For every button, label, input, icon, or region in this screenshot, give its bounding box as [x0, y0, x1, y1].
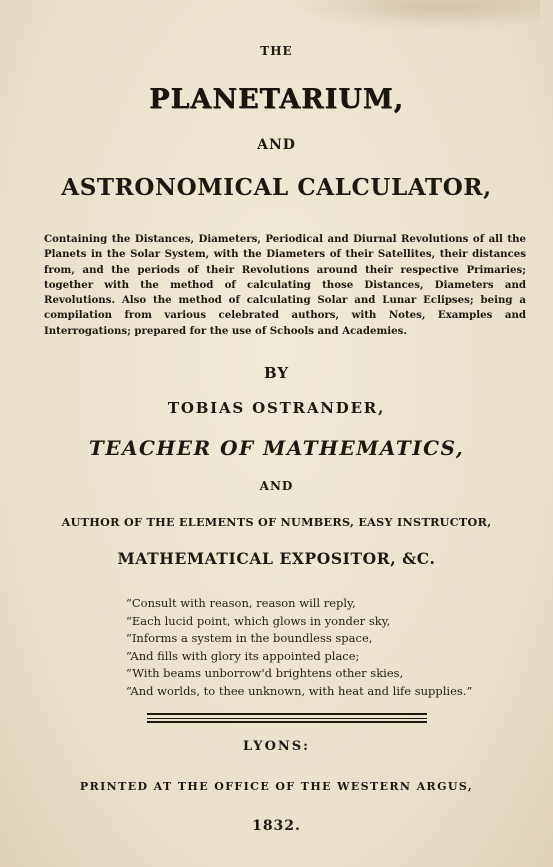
epigraph-line: “And fills with glory its appointed place; — [126, 648, 360, 663]
author-name: TOBIAS OSTRANDER, — [167, 399, 386, 417]
author-other-works: AUTHOR OF THE ELEMENTS OF NUMBERS, EASY INSTRUCTOR, — [61, 515, 492, 529]
imprint-printer: PRINTED AT THE OFFICE OF THE WESTERN ARGUS, — [79, 780, 474, 793]
author-position: TEACHER OF MATHEMATICS, — [88, 436, 465, 460]
epigraph-line: “Informs a system in the boundless space, — [126, 631, 373, 646]
author-conjunction: AND — [259, 479, 294, 493]
main-title: PLANETARIUM, — [149, 84, 404, 115]
ornamental-rule — [147, 718, 427, 719]
imprint-year: 1832. — [252, 818, 301, 834]
author-other-work-title: MATHEMATICAL EXPOSITOR, &C. — [117, 549, 436, 568]
epigraph-line: “With beams unborrow'd brightens other skies, — [126, 666, 404, 681]
ornamental-rule — [147, 713, 427, 715]
ornamental-rule — [147, 721, 427, 723]
description-paragraph: Containing the Distances, Diameters, Periodical and Diurnal Revolutions of all the Planets in the Solar System, with the Diameters of their Satellites, their distances from, and the periods of their Revolutions around their respective Primaries; together with the method of calculating those Distances, Diameters and Revolutions. Also the method of calculating Solar and Lunar Eclipses; being a compilation from various celebrated authors, with Notes, Examples and Interrogations; prepared for the use of Schools and Academies. — [44, 233, 526, 337]
paper-stain — [290, 0, 540, 30]
title-conjunction: AND — [257, 137, 296, 153]
by-line: BY — [263, 364, 290, 382]
title-article: THE — [260, 44, 293, 58]
imprint-place: LYONS: — [243, 739, 310, 754]
subtitle: ASTRONOMICAL CALCULATOR, — [61, 174, 492, 201]
epigraph-line: “And worlds, to thee unknown, with heat and life supplies.” — [126, 683, 473, 698]
epigraph-line: “Each lucid point, which glows in yonder sky, — [126, 613, 391, 628]
epigraph-line: “Consult with reason, reason will reply, — [126, 596, 356, 610]
epigraph — [126, 595, 486, 701]
